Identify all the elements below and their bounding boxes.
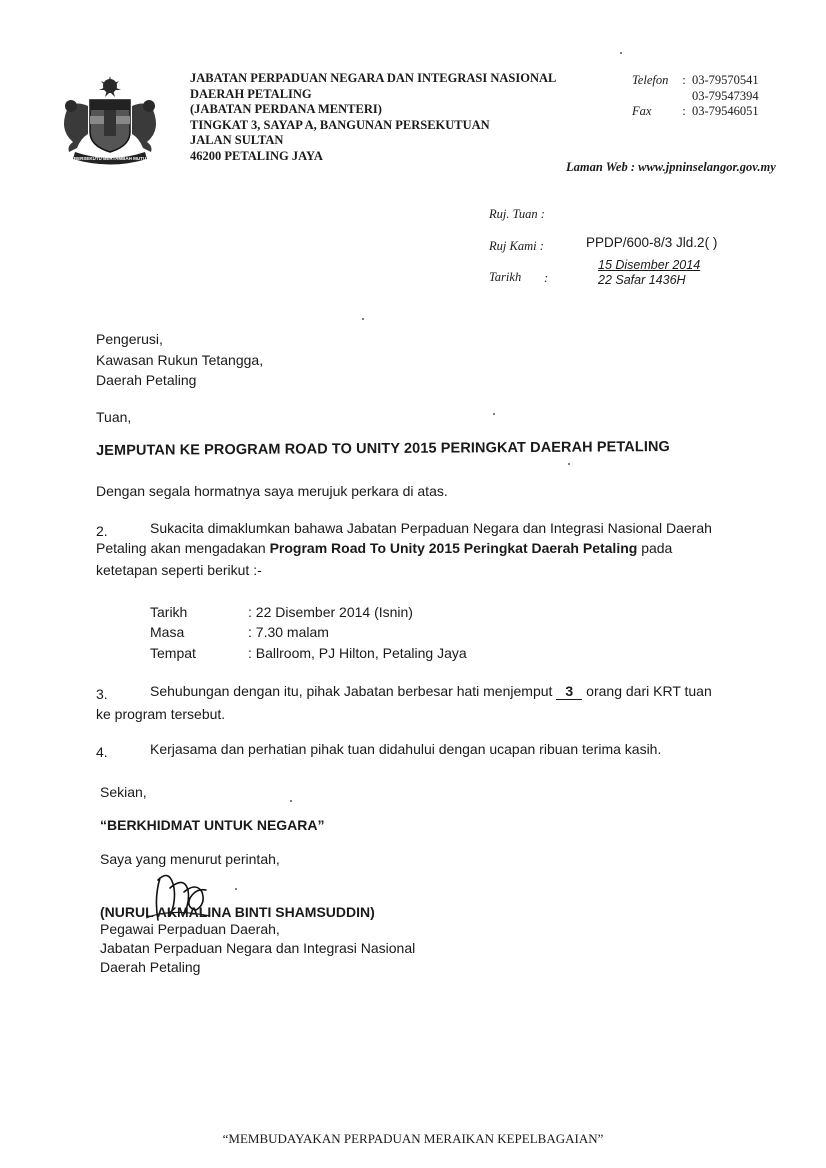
event-masa-row	[150, 624, 329, 640]
fax-number: 03-79546051	[692, 104, 759, 119]
event-value: : Ballroom, PJ Hilton, Petaling Jaya	[248, 645, 467, 661]
svg-text:BERSEKUTU BERTAMBAH MUTU: BERSEKUTU BERTAMBAH MUTU	[73, 156, 147, 161]
saya-yang-menurut-perintah: Saya yang menurut perintah,	[100, 851, 280, 867]
signatory-title-line: Daerah Petaling	[100, 959, 201, 975]
event-value: : 7.30 malam	[248, 624, 329, 640]
paragraph-3-number: 3.	[96, 686, 108, 702]
telefon-label: Telefon	[632, 73, 669, 87]
org-line: JABATAN PERPADUAN NEGARA DAN INTEGRASI NASIONAL	[190, 71, 557, 85]
paragraph-2-line: ketetapan seperti berikut :-	[96, 562, 262, 578]
invite-count: 3	[556, 683, 582, 700]
tarikh-label: Tarikh	[489, 270, 522, 284]
org-line: JALAN SULTAN	[190, 133, 284, 148]
signatory-name: (NURUL AKMALINA BINTI SHAMSUDDIN)	[100, 904, 375, 920]
paragraph-1: Dengan segala hormatnya saya merujuk perkara di atas.	[96, 483, 448, 499]
paragraph-4-text: Kerjasama dan perhatian pihak tuan didahului dengan ucapan ribuan terima kasih.	[150, 741, 662, 757]
colon: :	[682, 73, 686, 87]
event-label: Masa	[150, 624, 185, 640]
ruj-tuan-label: Ruj. Tuan :	[489, 207, 545, 221]
malaysia-coat-of-arms-logo	[55, 76, 165, 166]
subject-heading: JEMPUTAN KE PROGRAM ROAD TO UNITY 2015 PERINGKAT DAERAH PETALING	[96, 438, 670, 459]
org-line: 46200 PETALING JAYA	[190, 148, 323, 163]
paragraph-2-number: 2.	[96, 523, 108, 539]
paragraph-2-text: Petaling akan mengadakan	[96, 540, 270, 556]
paragraph-2-text: pada	[637, 540, 673, 556]
scan-speck	[568, 463, 570, 465]
signatory-title-line: Jabatan Perpaduan Negara dan Integrasi Nasional	[100, 940, 416, 956]
paragraph-3-text: orang dari KRT tuan	[582, 683, 712, 699]
tarikh-colon: :	[544, 271, 549, 285]
scan-speck	[493, 413, 495, 415]
org-line: DAERAH PETALING	[190, 86, 312, 101]
ruj-kami-label: Ruj Kami :	[489, 239, 544, 253]
paragraph-4-number: 4.	[96, 744, 108, 760]
ruj-kami-value: PPDP/600-8/3 Jld.2( )	[586, 235, 718, 250]
paragraph-3-line: ke program tersebut.	[96, 706, 226, 722]
colon: :	[682, 104, 686, 119]
event-label: Tempat	[150, 645, 196, 661]
salutation: Tuan,	[96, 409, 132, 425]
footer-motto: “MEMBUDAYAKAN PERPADUAN MERAIKAN KEPELBAGAIAN”	[222, 1131, 604, 1146]
scan-speck	[290, 800, 292, 802]
recipient-line: Daerah Petaling	[96, 372, 197, 388]
scan-speck	[620, 52, 622, 54]
website: Laman Web : www.jpninselangor.gov.my	[566, 160, 776, 174]
recipient-line: Pengerusi,	[96, 331, 163, 347]
paragraph-2-line	[96, 540, 672, 556]
contact-block	[632, 73, 759, 120]
event-label: Tarikh	[150, 604, 188, 620]
sekian: Sekian,	[100, 784, 147, 800]
telefon-number: 03-79547394	[692, 88, 759, 103]
scan-speck	[362, 318, 364, 320]
date-gregorian: 15 Disember 2014	[598, 258, 701, 272]
date-hijri: 22 Safar 1436H	[598, 273, 686, 287]
event-tempat-row	[150, 645, 467, 661]
recipient-line: Kawasan Rukun Tetangga,	[96, 352, 264, 368]
signatory-title-line: Pegawai Perpaduan Daerah,	[100, 921, 280, 937]
event-value: : 22 Disember 2014 (Isnin)	[248, 604, 413, 620]
paragraph-3-text: Sehubungan dengan itu, pihak Jabatan berbesar hati menjemput	[150, 683, 557, 699]
motto: “BERKHIDMAT UNTUK NEGARA”	[100, 817, 325, 833]
fax-label: Fax	[632, 104, 652, 119]
telefon-number: 03-79570541	[692, 73, 759, 87]
org-line: (JABATAN PERDANA MENTERI)	[190, 102, 382, 117]
event-tarikh-row	[150, 604, 413, 620]
paragraph-2-line: Sukacita dimaklumkan bahawa Jabatan Perpaduan Negara dan Integrasi Nasional Daerah	[150, 520, 712, 536]
paragraph-3-line	[150, 683, 712, 700]
scan-speck	[235, 888, 237, 890]
organisation-address	[190, 71, 556, 165]
org-line: TINGKAT 3, SAYAP A, BANGUNAN PERSEKUTUAN	[190, 117, 490, 132]
program-name: Program Road To Unity 2015 Peringkat Daerah Petaling	[269, 540, 638, 556]
